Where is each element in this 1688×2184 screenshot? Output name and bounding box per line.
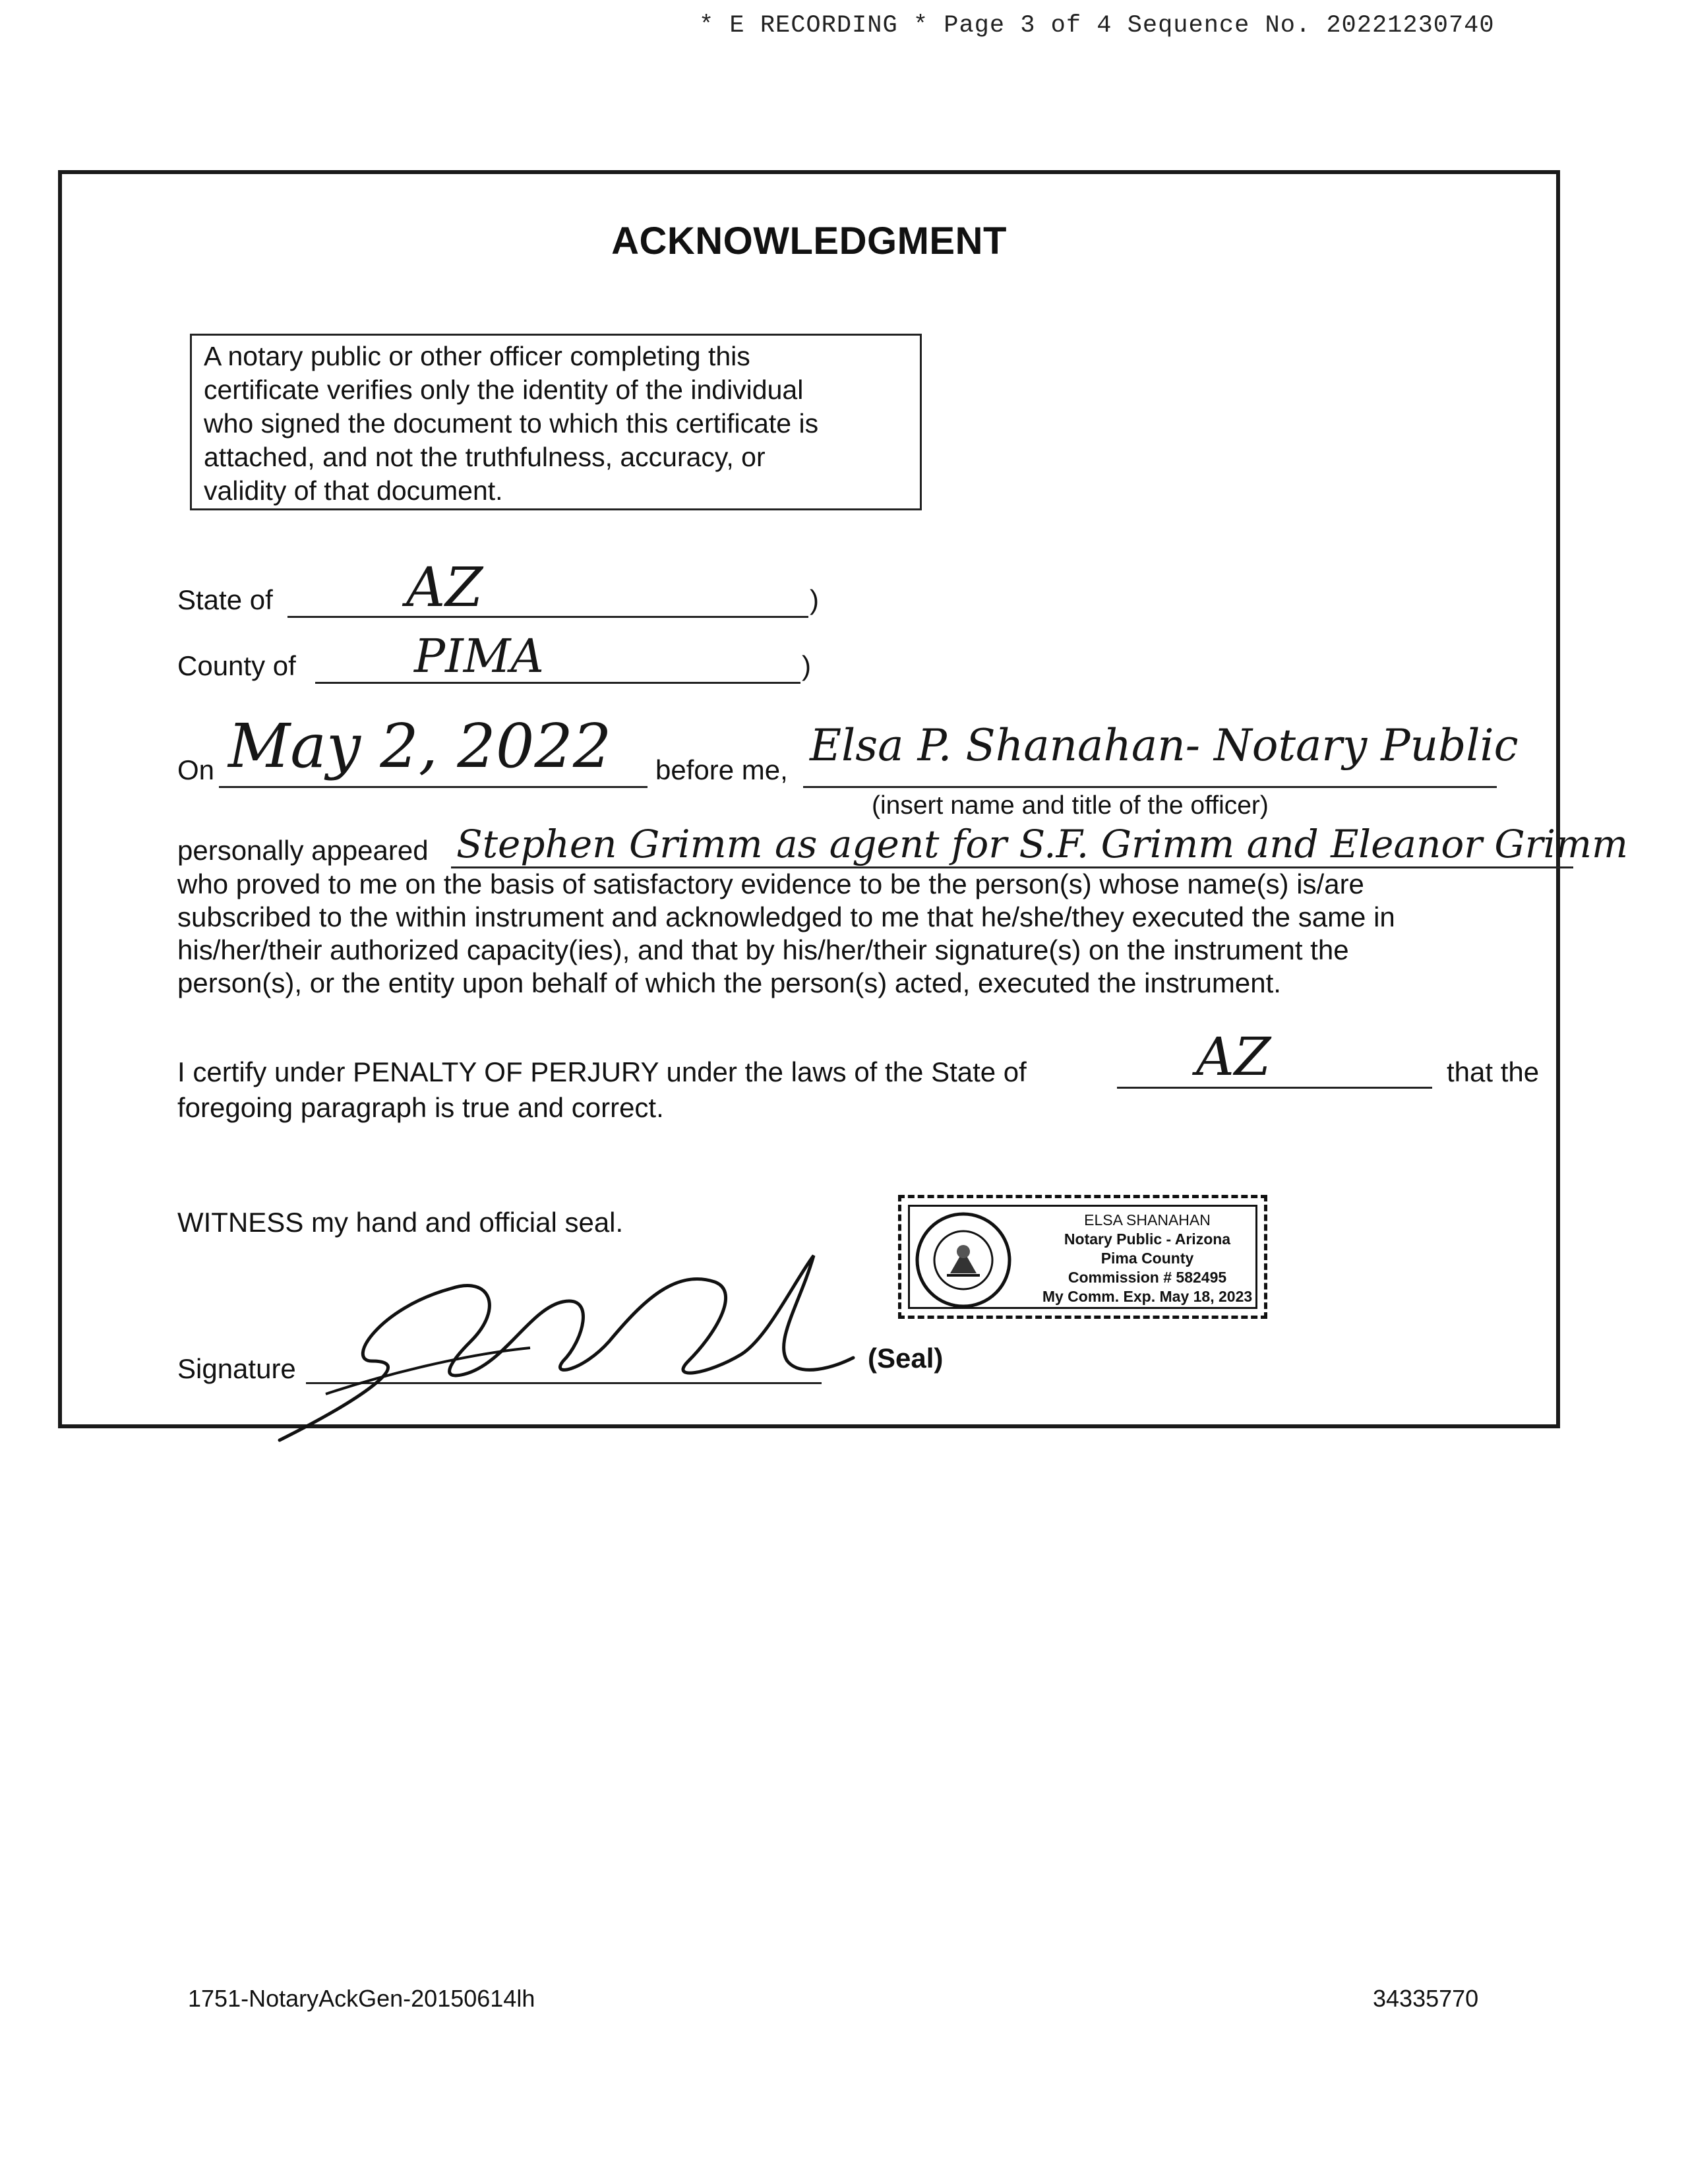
seal-notary-name: ELSA SHANAHAN — [1084, 1211, 1211, 1228]
officer-field — [803, 720, 1519, 788]
paragraph-line: person(s), or the entity upon behalf of which the person(s) acted, executed the instrument. — [177, 967, 1281, 998]
notice-line: who signed the document to which this certificate is — [204, 408, 819, 439]
certify-state-field — [1117, 1026, 1432, 1089]
persons-field — [451, 822, 1629, 868]
form-id: 1751-NotaryAckGen-20150614lh — [188, 1985, 535, 2012]
form-title: ACKNOWLEDGMENT — [611, 220, 1007, 262]
notice-line: certificate verifies only the identity of the individual — [204, 375, 804, 405]
date-handwritten: May 2, 2022 — [228, 711, 612, 781]
personally-appeared-label: personally appeared — [177, 835, 429, 866]
paragraph-line: who proved to me on the basis of satisfactory evidence to be the person(s) whose name(s) is/are — [177, 868, 1364, 899]
recording-header: * E RECORDING * Page 3 of 4 Sequence No. 20221230740 — [699, 12, 1495, 40]
officer-handwritten: Elsa P. Shanahan- Notary Public — [810, 720, 1519, 771]
paragraph-line: subscribed to the within instrument and acknowledged to me that he/she/they executed the same in — [177, 901, 1395, 932]
seal-notary-title: Notary Public - Arizona — [1064, 1230, 1231, 1248]
state-paren: ) — [810, 584, 819, 615]
date-field — [219, 711, 648, 788]
state-handwritten: AZ — [406, 557, 483, 619]
officer-caption: (insert name and title of the officer) — [872, 791, 1269, 820]
handwritten-signature — [253, 1229, 886, 1453]
certify-state-handwritten: AZ — [1196, 1026, 1271, 1087]
document-number: 34335770 — [1373, 1985, 1479, 2012]
before-me-label: before me, — [655, 754, 788, 785]
notice-line: A notary public or other officer completing this — [204, 341, 750, 371]
notice-line: validity of that document. — [204, 475, 503, 506]
acknowledgment-form — [58, 170, 1629, 1428]
notary-seal-stamp — [898, 1195, 1267, 1319]
seal-expiration: My Comm. Exp. May 18, 2023 — [1042, 1288, 1253, 1305]
persons-handwritten: Stephen Grimm as agent for S.F. Grimm and Eleanor Grimm — [456, 822, 1629, 866]
seal-inner-border — [908, 1205, 1257, 1309]
county-paren: ) — [802, 650, 811, 681]
seal-label: (Seal) — [868, 1343, 944, 1374]
seal-commission: Commission # 582495 — [1068, 1269, 1227, 1286]
paragraph-line: his/her/their authorized capacity(ies), and that by his/her/their signature(s) on the instrument the — [177, 934, 1349, 965]
state-field — [287, 557, 808, 619]
state-seal-emblem — [914, 1211, 1013, 1310]
witness-text: WITNESS my hand and official seal. — [177, 1207, 624, 1238]
on-label: On — [177, 754, 215, 785]
signature-label: Signature — [177, 1353, 296, 1384]
county-field — [315, 629, 800, 684]
state-label: State of — [177, 584, 273, 615]
seal-county: Pima County — [1100, 1250, 1194, 1267]
notice-line: attached, and not the truthfulness, accuracy, or — [204, 442, 766, 472]
certify-that-the: that the — [1447, 1056, 1540, 1087]
county-label: County of — [177, 650, 296, 681]
acknowledgment-paragraph — [177, 868, 1582, 1000]
certify-line2: foregoing paragraph is true and correct. — [177, 1092, 664, 1123]
county-handwritten: PIMA — [414, 629, 544, 683]
seal-text-block — [1035, 1211, 1259, 1306]
certify-text: I certify under PENALTY OF PERJURY under the laws of the State of — [177, 1056, 1027, 1087]
notice-box — [190, 334, 922, 510]
